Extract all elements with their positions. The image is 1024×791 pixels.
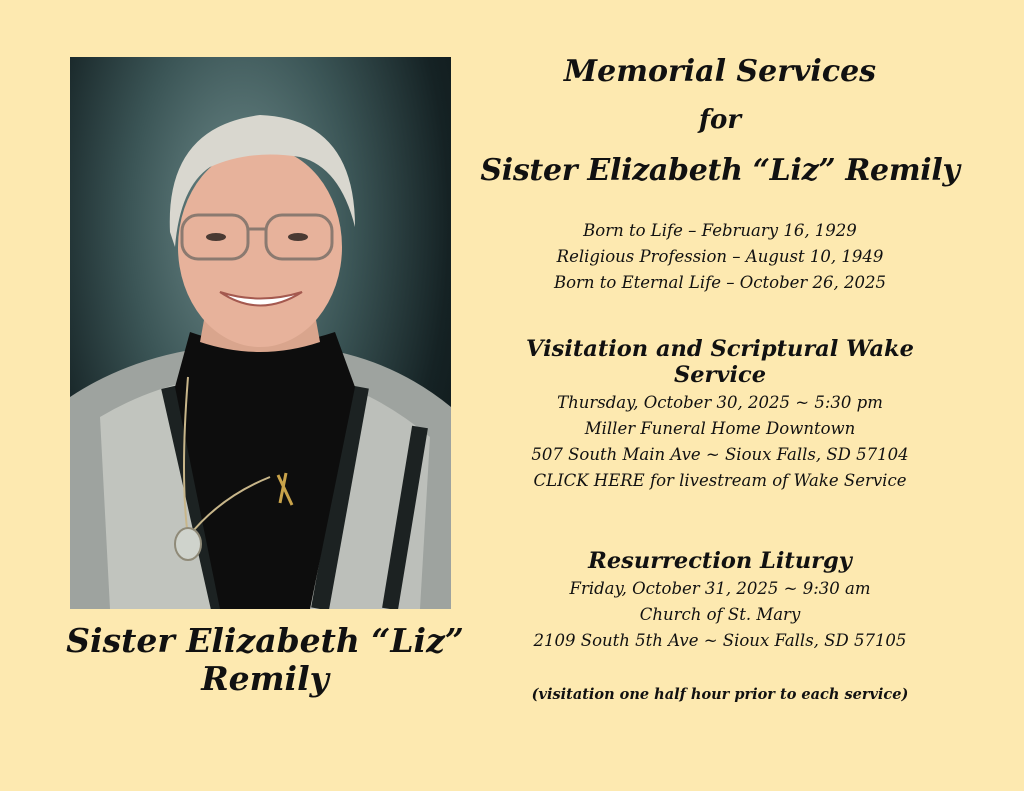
visitation-section	[478, 336, 962, 494]
life-dates	[478, 218, 962, 296]
liturgy-datetime: Friday, October 31, 2025 ~ 9:30 am	[569, 579, 871, 598]
visitation-datetime: Thursday, October 30, 2025 ~ 5:30 pm	[557, 393, 883, 412]
liturgy-section	[478, 548, 962, 654]
honoree-name: Sister Elizabeth “Liz” Remily	[480, 153, 960, 188]
portrait-illustration	[70, 57, 451, 609]
liturgy-title: Resurrection Liturgy	[588, 548, 852, 574]
liturgy-location: Church of St. Mary	[639, 605, 801, 624]
visitation-location: Miller Funeral Home Downtown	[584, 419, 856, 438]
death-date: Born to Eternal Life – October 26, 2025	[553, 273, 887, 292]
visitation-note: (visitation one half hour prior to each service)	[531, 686, 909, 703]
visitation-title: Visitation and Scriptural Wake Service	[526, 336, 914, 388]
caption-line-2: Remily	[201, 659, 329, 698]
photo-caption	[60, 622, 470, 698]
birth-date: Born to Life – February 16, 1929	[583, 221, 857, 240]
service-details	[478, 48, 962, 703]
caption-line-1: Sister Elizabeth “Liz”	[66, 621, 464, 660]
page-title: Memorial Services	[563, 54, 877, 89]
profession-date: Religious Profession – August 10, 1949	[556, 247, 884, 266]
liturgy-address: 2109 South 5th Ave ~ Sioux Falls, SD 57105	[533, 631, 907, 650]
visitation-address: 507 South Main Ave ~ Sioux Falls, SD 57104	[531, 445, 909, 464]
title-for: for	[698, 105, 742, 135]
livestream-link[interactable]: CLICK HERE for livestream of Wake Service	[533, 471, 907, 490]
portrait-photo	[70, 57, 451, 609]
